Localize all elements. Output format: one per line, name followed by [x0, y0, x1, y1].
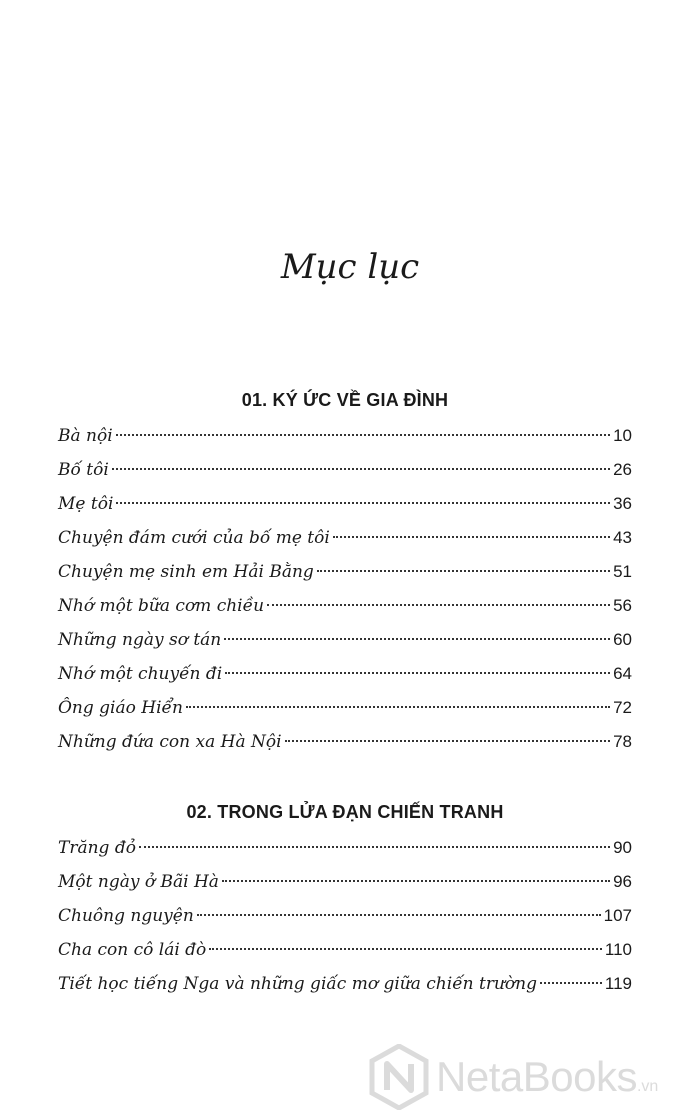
- table-of-contents: [58, 385, 632, 1001]
- dot-leader: [186, 706, 610, 708]
- dot-leader: [333, 536, 610, 538]
- dot-leader: [317, 570, 610, 572]
- toc-entry[interactable]: [58, 521, 632, 555]
- watermark: [368, 1042, 658, 1112]
- toc-entry-title: Bố tôi: [58, 460, 109, 480]
- toc-entry-title: Chuông nguyện: [58, 906, 194, 926]
- netabooks-logo-icon: [368, 1044, 430, 1110]
- toc-entry-page: 64: [613, 664, 632, 683]
- toc-entry-page: 60: [613, 630, 632, 649]
- toc-entry-page: 110: [604, 940, 632, 959]
- toc-entry[interactable]: [58, 865, 632, 899]
- toc-entry-title: Bà nội: [58, 426, 113, 446]
- toc-entry[interactable]: [58, 691, 632, 725]
- dot-leader: [197, 914, 601, 916]
- toc-entry[interactable]: [58, 725, 632, 759]
- dot-leader: [112, 468, 610, 470]
- dot-leader: [224, 638, 610, 640]
- dot-leader: [540, 982, 602, 984]
- toc-entry-title: Một ngày ở Bãi Hà: [58, 872, 219, 892]
- toc-entry-page: 36: [613, 494, 632, 513]
- toc-entry[interactable]: [58, 555, 632, 589]
- dot-leader: [267, 604, 610, 606]
- toc-entry-title: Chuyện đám cưới của bố mẹ tôi: [58, 528, 330, 548]
- toc-entry-page: 10: [613, 426, 632, 445]
- dot-leader: [116, 434, 610, 436]
- toc-entry-page: 56: [613, 596, 632, 615]
- toc-entry[interactable]: [58, 453, 632, 487]
- toc-entry-title: Ông giáo Hiển: [58, 698, 183, 718]
- toc-entry-title: Cha con cô lái đò: [58, 940, 207, 960]
- section-heading-1: 01. KÝ ỨC VỀ GIA ĐÌNH: [241, 390, 449, 410]
- toc-entry-title: Tiết học tiếng Nga và những giấc mơ giữa chiến trường: [58, 974, 537, 994]
- toc-entry-page: 43: [613, 528, 632, 547]
- toc-entry-title: Nhớ một bữa cơm chiều: [58, 596, 265, 616]
- toc-entry[interactable]: [58, 657, 632, 691]
- toc-entry-page: 72: [613, 698, 632, 717]
- toc-entry[interactable]: [58, 623, 632, 657]
- toc-entry-title: Những đứa con xa Hà Nội: [58, 732, 282, 752]
- dot-leader: [222, 880, 610, 882]
- toc-entry[interactable]: [58, 967, 632, 1001]
- toc-entry-title: Nhớ một chuyến đi: [58, 664, 223, 684]
- dot-leader: [209, 948, 602, 950]
- dot-leader: [116, 502, 610, 504]
- toc-entry-page: 78: [613, 732, 632, 751]
- toc-entry-page: 107: [603, 906, 632, 925]
- toc-entry-title: Mẹ tôi: [58, 494, 114, 514]
- dot-leader: [285, 740, 611, 742]
- toc-entry-page: 119: [604, 974, 632, 993]
- toc-entry[interactable]: [58, 933, 632, 967]
- toc-entry-page: 51: [613, 562, 632, 581]
- page-title: Mục lục: [280, 247, 420, 287]
- toc-entry[interactable]: [58, 831, 632, 865]
- toc-entry-title: Chuyện mẹ sinh em Hải Bằng: [58, 562, 314, 582]
- toc-entry[interactable]: [58, 589, 632, 623]
- toc-entry-page: 96: [613, 872, 632, 891]
- toc-entry[interactable]: [58, 419, 632, 453]
- dot-leader: [139, 846, 610, 848]
- toc-entry-page: 26: [613, 460, 632, 479]
- toc-entry-page: 90: [613, 838, 632, 857]
- watermark-suffix: .vn: [636, 1078, 659, 1095]
- watermark-brand: NetaBooks: [436, 1053, 637, 1100]
- toc-entry-title: Những ngày sơ tán: [58, 630, 222, 650]
- toc-entry-title: Trăng đỏ: [58, 838, 136, 858]
- section-heading-2: 02. TRONG LỬA ĐẠN CHIẾN TRANH: [186, 802, 504, 822]
- toc-entry[interactable]: [58, 899, 632, 933]
- toc-entry[interactable]: [58, 487, 632, 521]
- dot-leader: [225, 672, 610, 674]
